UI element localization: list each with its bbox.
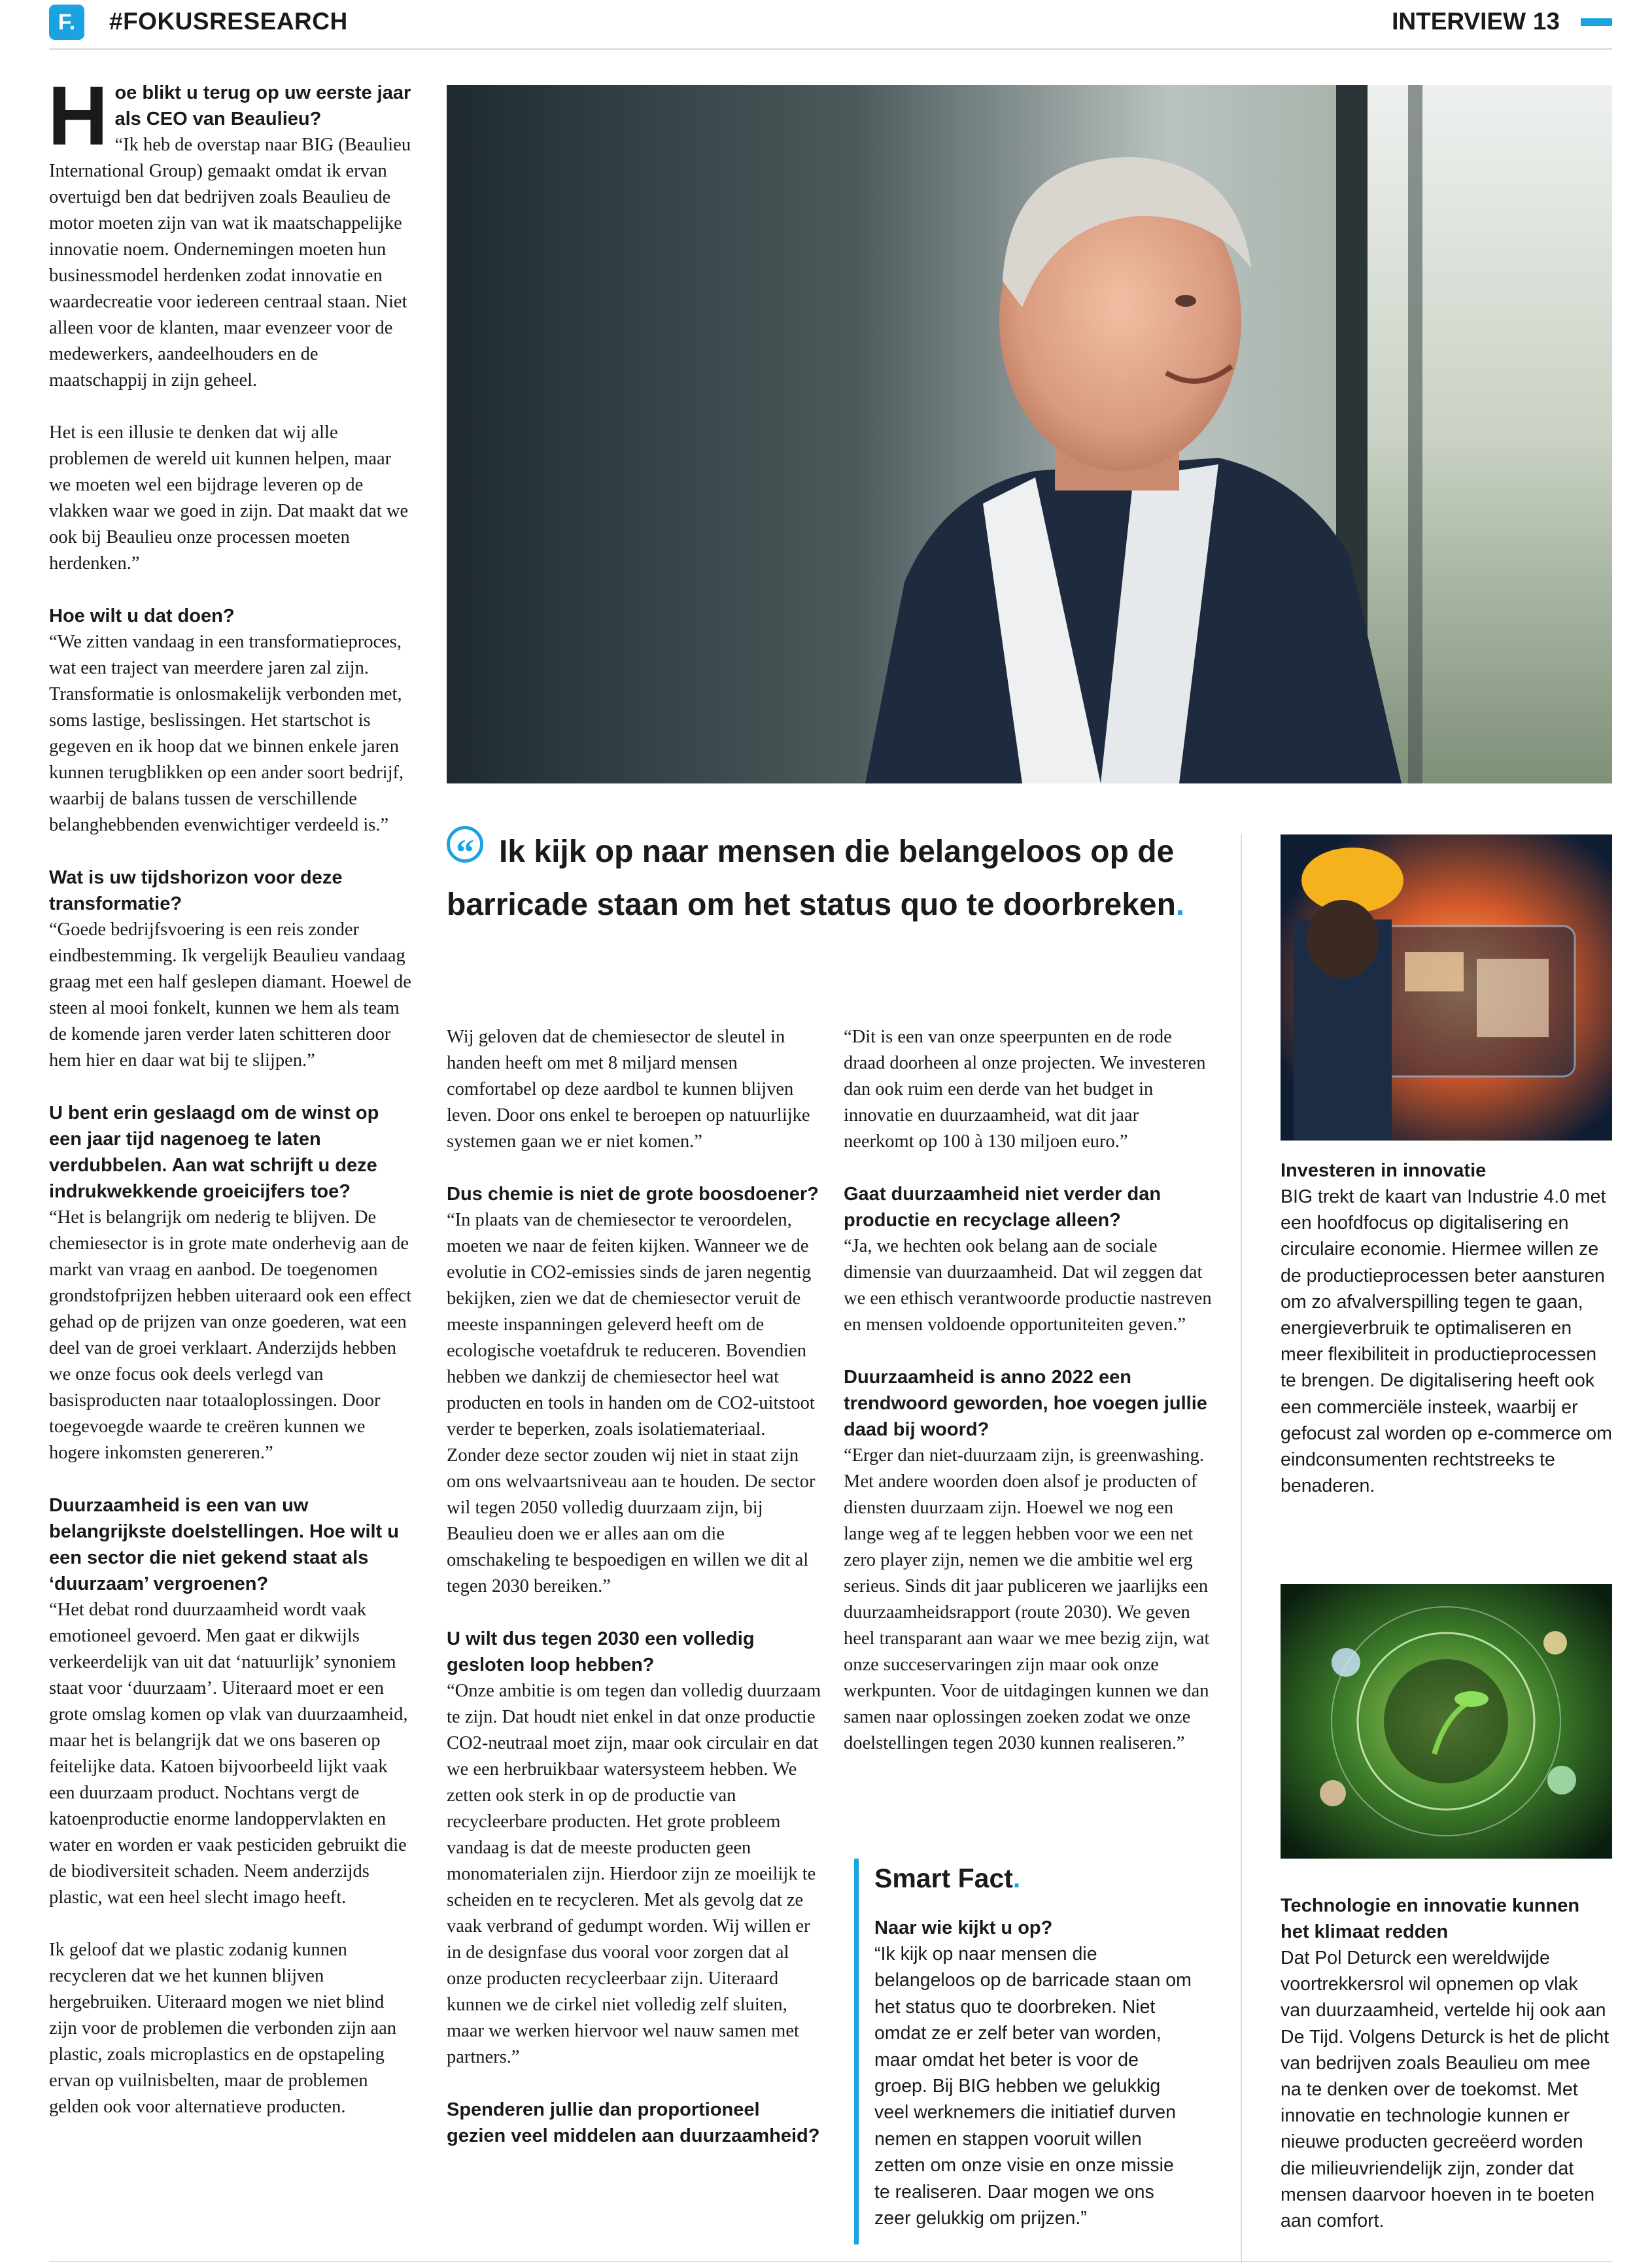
- bottom-rule: [49, 2261, 1612, 2262]
- quote-icon: “: [447, 826, 483, 863]
- green-tech-illustration: [1281, 1584, 1612, 1859]
- accent-bar: [1581, 18, 1612, 26]
- answer: Wij geloven dat de chemiesector de sleutel in handen heeft om met 8 miljard mensen comfortabel op deze aardbol te kunnen blijven leven. Door ons enkel te beroepen op natuurlijke systemen gaan we er niet komen.”: [447, 1027, 810, 1152]
- smart-fact-dot: .: [1012, 1863, 1021, 1893]
- question: U wilt dus tegen 2030 een volledig gesloten loop hebben?: [447, 1628, 755, 1675]
- article-column-3: [844, 1024, 1213, 1783]
- answer: “Ja, we hechten ook belang aan de sociale dimensie van duurzaamheid. Dat wil zeggen dat we een ethisch verantwoorde productie nastreven en mensen voldoende opportuniteiten geven.”: [844, 1236, 1212, 1335]
- sidebar-box-innovation: [1281, 1158, 1612, 1499]
- pull-quote: [447, 825, 1225, 931]
- answer: “We zitten vandaag in een transformatieproces, wat een traject van meerdere jaren zal zijn. Transformatie is onlosmakelijk verbonden met, soms lastige, beslissingen. Het startschot is gegeven en ik hoop dat we binnen enkele jaren kunnen terugblikken op een ander soort bedrijf, waarbij de balans tussen de verschillende belanghebbenden evenwichtiger verdeeld is.”: [49, 632, 404, 835]
- question: Dus chemie is niet de grote boosdoener?: [447, 1184, 819, 1205]
- answer: “Het is belangrijk om nederig te blijven. De chemiesector is in grote mate onderhevig aan de markt van vraag en aanbod. De toegenomen grondstofprijzen hebben uiteraard ook een effect gehad op de prijzen van onze goederen, wat een deel van de groei verklaart. Anderzijds hebben we onze focus ook deels verlegd van basisproducten naar totaaloplossingen. Door toegevoegde waarde te creëren kunnen we hogere inkomsten genereren.”: [49, 1207, 412, 1463]
- sidebar-title: Technologie en innovatie kunnen het klimaat redden: [1281, 1895, 1580, 1942]
- article-column-2: [447, 1024, 823, 2149]
- question: Gaat duurzaamheid niet verder dan productie en recyclage alleen?: [844, 1184, 1162, 1231]
- research-tag: #FOKUSRESEARCH: [109, 8, 348, 35]
- question: Wat is uw tijdshorizon voor deze transformatie?: [49, 867, 343, 914]
- sidebar-text: Dat Pol Deturck een wereldwijde voortrekkersrol wil opnemen op vlak van duurzaamheid, vertelde hij ook aan De Tijd. Volgens Deturck is het de plicht van bedrijven zoals Beaulieu om mee na te denken over de toekomst. Met innovatie en technologie kunnen er nieuwe producten gecreëerd worden die milieuvriendelijk zijn, zonder dat mensen daarvoor hoeven in te boeten aan comfort.: [1281, 1948, 1609, 2232]
- article-column-1: [48, 69, 415, 2146]
- question: U bent erin geslaagd om de winst op een jaar tijd nagenoeg te laten verdubbelen. Aan wat schrijft u deze indrukwekkende groeicijfers toe?: [49, 1103, 379, 1202]
- answer: “Goede bedrijfsvoering is een reis zonder eindbestemming. Ik vergelijk Beaulieu vandaag graag met een half geslepen diamant. Hoewel de steen al mooi fonkelt, kunnen we hem als team de komende jaren verder laten schitteren door hem hier en daar wat bij te slijpen.”: [49, 919, 411, 1071]
- smart-fact-box: [854, 1859, 1194, 2244]
- industry-illustration: [1281, 834, 1612, 1141]
- question: Duurzaamheid is een van uw belangrijkste doelstellingen. Hoe wilt u een sector die niet gekend staat als ‘duurzaam’ vergroenen?: [49, 1495, 399, 1594]
- smart-fact-title: Smart Fact.: [874, 1863, 1021, 1893]
- section-label: INTERVIEW: [1392, 8, 1526, 35]
- answer: “Dit is een van onze speerpunten en de rode draad doorheen al onze projecten. We investeren dan ook ruim een derde van het budget in innovatie en duurzaamheid, wat dit jaar neerkomt op 100 à 130 miljoen euro.”: [844, 1027, 1206, 1152]
- green-technology-photo: [1281, 1584, 1612, 1859]
- pull-quote-dot: .: [1175, 887, 1185, 922]
- answer: Ik geloof dat we plastic zodanig kunnen recycleren dat we het kunnen blijven hergebruiken. Uiteraard mogen we niet blind zijn voor de problemen die verbonden zijn aan plastic, zoals microplastics en de opstapeling ervan op vuilnisbelten, maar de problemen gelden ook voor alternatieve producten.: [49, 1940, 397, 2117]
- answer: “Onze ambitie is om tegen dan volledig duurzaam te zijn. Dat houdt niet enkel in dat onze productie CO2-neutraal moet zijn, maar ook circulair en dat we een herbruikbaar watersysteem hebben. We zetten ook sterk in op de productie van recycleerbare producten. Het grote probleem vandaag is dat de meeste producten geen monomaterialen zijn. Hierdoor zijn ze moeilijk te scheiden en te recycleren. Met als gevolg dat ze vaak verbrand of gedumpt worden. Wij willen er in de designfase dus vooral voor zorgen dat al onze producten recycleerbaar zijn. Uiteraard kunnen we de cirkel niet volledig zelf sluiten, maar we werken hiervoor wel nauw samen met partners.”: [447, 1681, 821, 2067]
- smart-fact-question: Naar wie kijkt u op?: [874, 1917, 1053, 1938]
- ceo-portrait-photo: [447, 85, 1612, 783]
- smart-fact-answer: “Ik kijk op naar mensen die belangeloos op de barricade staan om het status quo te doorbreken. Niet omdat ze er zelf beter van worden, maar omdat het beter is voor de groep. Bij BIG hebben we gelukkig veel werknemers die initiatief durven nemen en stappen vooruit willen zetten om onze visie en onze missie te realiseren. Daar mogen we ons zeer gelukkig om prijzen.”: [874, 1944, 1192, 2229]
- sidebar-text: BIG trekt de kaart van Industrie 4.0 met een hoofdfocus op digitalisering en circulaire economie. Hiermee willen ze de productieprocessen beter aansturen om zo afvalverspilling tegen te gaan, energieverbruik te optimaliseren en meer flexibiliteit in productieprocessen te brengen. De digitalisering heeft ook een commerciële insteek, waarbij er gefocust zal worden op e-commerce om eindconsumenten rechtstreeks te benaderen.: [1281, 1186, 1612, 1497]
- answer: “Het debat rond duurzaamheid wordt vaak emotioneel gevoerd. Men gaat er dikwijls verkeerdelijk van uit dat ‘natuurlijk’ synoniem staat voor ‘duurzaam’. Uiteraard moet er een grote omslag komen op vlak van duurzaamheid, maar het is belangrijk dat we ons baseren op feitelijke data. Katoen bijvoorbeeld lijkt vaak een duurzaam product. Nochtans vergt de katoenproductie enorme landoppervlakten en water en worden er vaak pesticiden gebruikt die de biodiversiteit schaden. Neem anderzijds plastic, wat een heel slecht imago heeft.: [49, 1600, 408, 1908]
- portrait-illustration: [447, 85, 1612, 783]
- industry-tech-photo: [1281, 834, 1612, 1141]
- answer: “Ik heb de overstap naar BIG (Beaulieu International Group) gemaakt omdat ik ervan overtuigd ben dat bedrijven zoals Beaulieu de motor moeten zijn van wat ik maatschappelijke innovatie noem. Ondernemingen moeten hun businessmodel herdenken zodat innovatie en waardecreatie voor iedereen centraal staan. Niet alleen voor de klanten, maar evenzeer voor de medewerkers, aandeelhouders en de maatschappij in zijn geheel.: [49, 135, 411, 390]
- answer: Het is een illusie te denken dat wij alle problemen de wereld uit kunnen helpen, maar we moeten wel een bijdrage leveren op de vlakken waar we goed in zijn. Dat maakt dat we ook bij Beaulieu onze processen moeten herdenken.”: [49, 422, 409, 574]
- answer: “Erger dan niet-duurzaam zijn, is greenwashing. Met andere woorden doen alsof je producten of diensten duurzaam zijn. Hoewel we nog een lange weg af te leggen hebben voor we een net zero player zijn, nemen we die ambitie wel erg serieus. Sinds dit jaar publiceren we jaarlijks een duurzaamheidsrapport (route 2030). We geven heel transparant aan waar we mee bezig zijn, wat onze succeservaringen zijn maar ook onze werkpunten. Voor de uitdagingen kunnen we dan samen naar oplossingen zoeken zodat we onze doelstellingen tegen 2030 kunnen realiseren.”: [844, 1445, 1210, 1753]
- column-divider: [1241, 834, 1242, 2263]
- question: Spenderen jullie dan proportioneel gezien veel middelen aan duurzaamheid?: [447, 2099, 820, 2146]
- sidebar-box-climate: [1281, 1893, 1612, 2234]
- question: Hoe wilt u dat doen?: [49, 606, 235, 627]
- page-header: [49, 0, 1612, 50]
- magazine-logo-icon: F.: [49, 5, 84, 40]
- answer: “In plaats van de chemiesector te veroordelen, moeten we naar de feiten kijken. Wanneer we de evolutie in CO2-emissies sinds de jaren negentig bekijken, zien we dat de chemiesector veruit de meeste inspanningen geleverd heeft om de ecologische voetafdruk te reduceren. Bovendien hebben we dankzij de chemiesector heel wat producten en tools in handen om de CO2-uitstoot verder te beperken, zoals isolatiemateriaal. Zonder deze sector zouden wij niet in staat zijn om ons welvaartsniveau aan te houden. De sector wil tegen 2050 volledig duurzaam zijn, bij Beaulieu doen we er alles aan om die omschakeling te bespoedigen en willen we dit al tegen 2030 bereiken.”: [447, 1210, 816, 1596]
- page-number: 13: [1532, 8, 1560, 35]
- pull-quote-text: Ik kijk op naar mensen die belangeloos op de barricade staan om het status quo te doorbreken: [447, 834, 1176, 922]
- drop-cap: H: [48, 69, 109, 163]
- question: oe blikt u terug op uw eerste jaar als CEO van Beaulieu?: [114, 82, 411, 129]
- sidebar-title: Investeren in innovatie: [1281, 1160, 1487, 1181]
- question: Duurzaamheid is anno 2022 een trendwoord geworden, hoe voegen jullie daad bij woord?: [844, 1367, 1207, 1440]
